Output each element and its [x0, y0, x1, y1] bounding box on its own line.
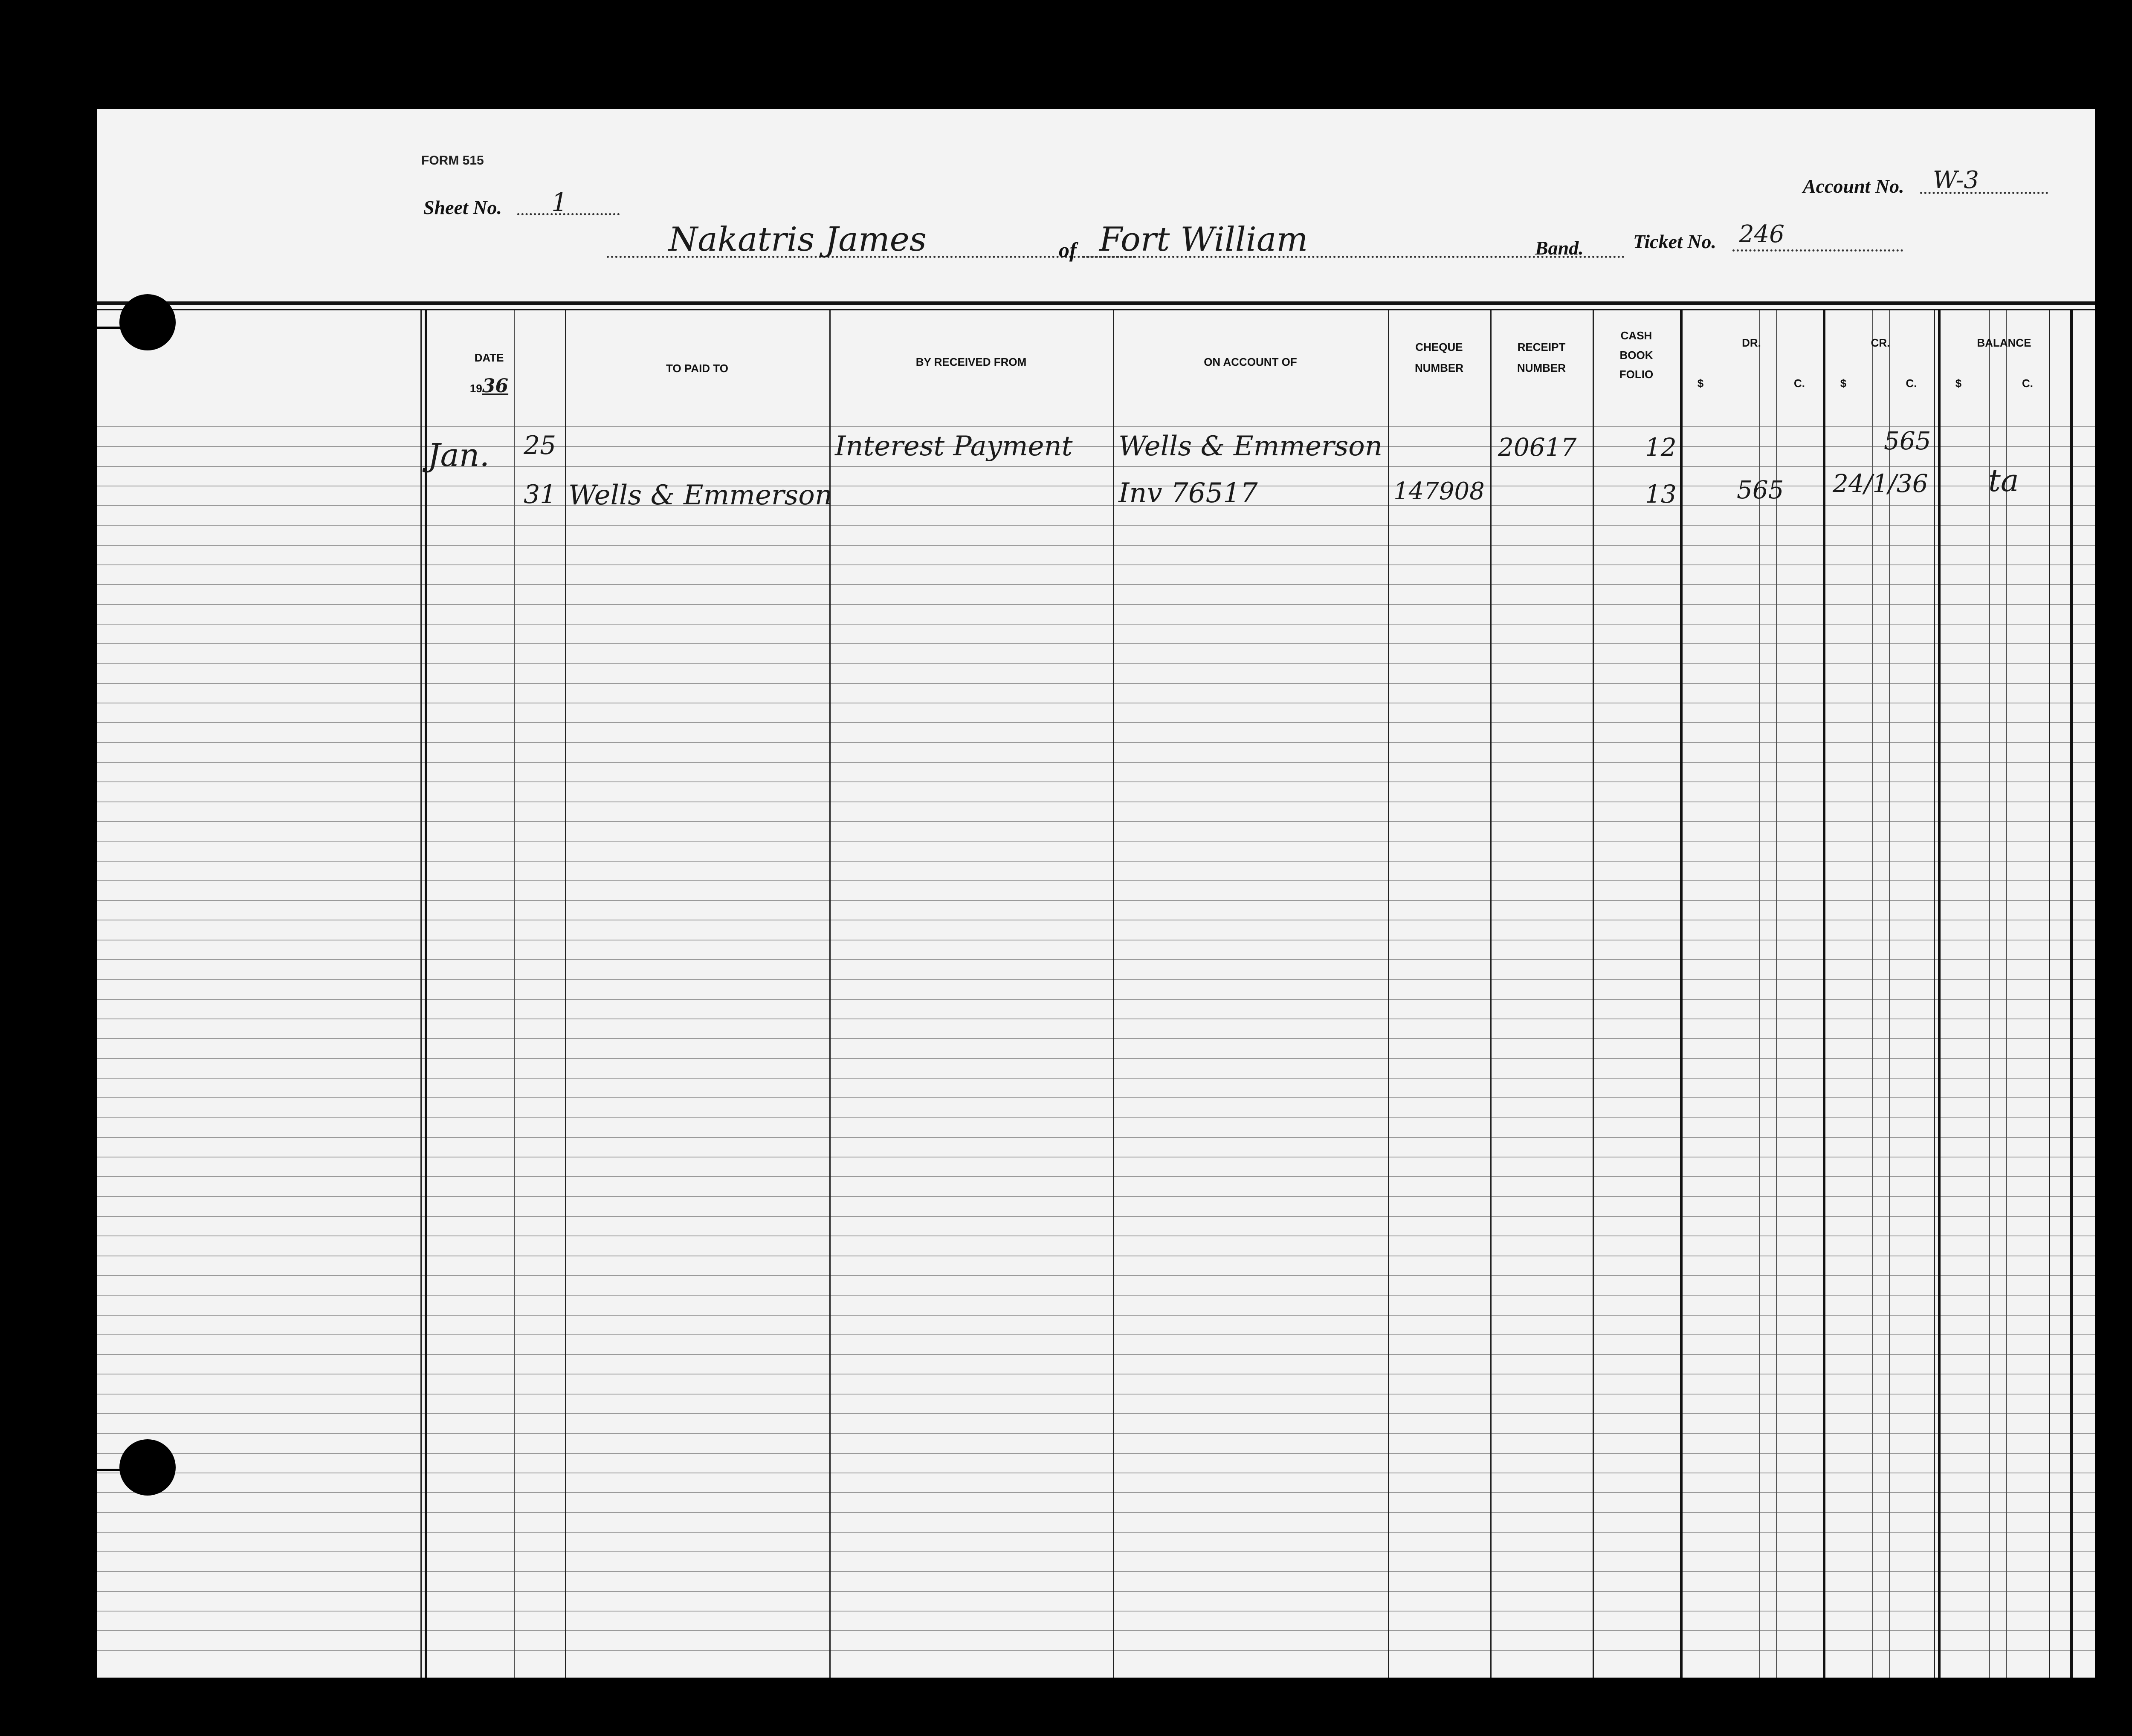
balance-header: BALANCE — [1977, 336, 2031, 349]
row-dr: 565 — [1737, 475, 1784, 504]
sheet-number: 1 — [551, 188, 568, 217]
band-name: Fort William — [1099, 220, 1308, 259]
account-number: W-3 — [1933, 166, 1979, 194]
header-rule — [97, 301, 2095, 305]
paid-to-header: TO PAID TO — [666, 362, 728, 375]
row-received-from: Interest Payment — [835, 431, 1073, 462]
ledger-header — [97, 109, 2095, 298]
row-cr: 24/1/36 — [1833, 469, 1928, 498]
dr-header: DR. — [1742, 336, 1761, 349]
row-on-account: Inv 76517 — [1118, 477, 1258, 509]
row-cr: 565 — [1884, 426, 1931, 455]
cashbook-header: CASH BOOK FOLIO — [1619, 329, 1654, 381]
band-label: Band. — [1535, 237, 1584, 259]
received-from-header: BY RECEIVED FROM — [915, 356, 1027, 368]
cheque-header: CHEQUE NUMBER — [1414, 341, 1464, 375]
row-paid-to: Wells & Emmerson — [568, 480, 833, 511]
binder-hole — [119, 294, 176, 350]
cr-header: CR. — [1871, 336, 1890, 349]
row-cheque: 147908 — [1393, 477, 1485, 505]
row-day: 31 — [524, 480, 556, 509]
row-receipt: 20617 — [1498, 433, 1577, 462]
form-number: FORM 515 — [421, 153, 484, 168]
ticket-number: 246 — [1739, 220, 1784, 248]
on-account-header: ON ACCOUNT OF — [1204, 356, 1297, 368]
date-year: 36 — [482, 375, 509, 397]
row-month: Jan. — [428, 437, 490, 474]
receipt-header: RECEIPT NUMBER — [1517, 341, 1566, 375]
ticket-label: Ticket No. — [1633, 231, 1717, 252]
row-on-account: Wells & Emmerson — [1118, 431, 1383, 462]
date-header: DATE 1936 — [469, 351, 509, 397]
row-day: 25 — [524, 431, 556, 460]
account-label: Account No. — [1803, 175, 1904, 197]
of-label: of — [1059, 238, 1077, 262]
date-column-rule — [425, 310, 427, 1678]
binder-hole — [119, 1439, 176, 1496]
ledger-sheet: FORM 515 Sheet No. 1 Account No. W-3 Nakatris James of Fort William Band. Ticket No. 246 DATE 1936 TO PAID TO BY RECEIVED FROM ON ACCOUNT OF CHEQUE NUMBER RECEIPT NUMBER CASH BOOK FOLIO DR. $ C. CR. $ C. BALANCE $ C. Jan. 25 Interest Payment Wells & Emmerson 20617 12 565 31 Wells & Emmerson Inv 76517 147908 13 565 24/1/36 ta — [97, 109, 2095, 1678]
sheet-label: Sheet No. — [423, 197, 502, 218]
row-balance: ta — [1988, 463, 2019, 498]
row-folio: 12 — [1645, 433, 1677, 462]
row-folio: 13 — [1645, 480, 1677, 509]
member-name: Nakatris James — [669, 220, 927, 259]
